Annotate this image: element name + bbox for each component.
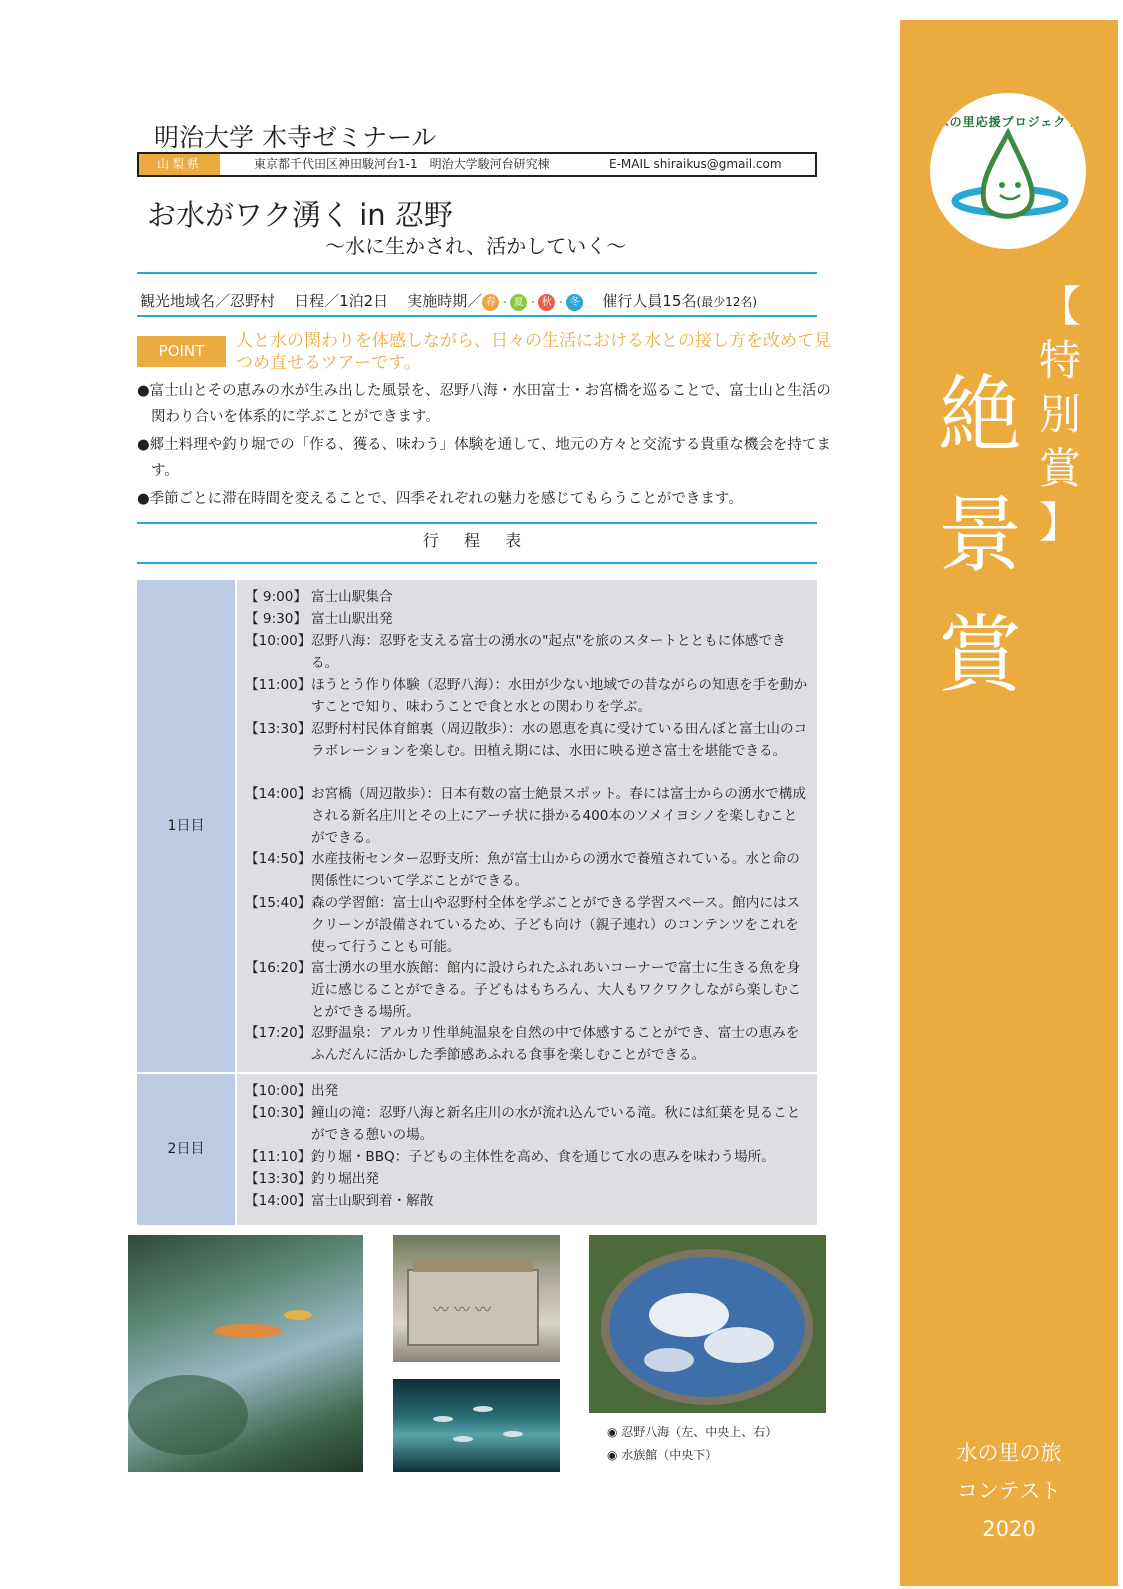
award-bracket-open: 【 bbox=[1038, 282, 1081, 331]
divider bbox=[137, 315, 817, 317]
entry-time: 【10:30】 bbox=[245, 1105, 312, 1121]
entry-text: 水産技術センター忍野支所：魚が富士山からの湧水で養殖されている。水と命の関係性について学ぶことができる。 bbox=[311, 851, 800, 889]
point-text: 人と水の関わりを体感しながら、日々の生活における水との接し方を改めて見つめ直せるツアーです。 bbox=[236, 331, 831, 373]
entry-text: 出発 bbox=[311, 1083, 339, 1099]
divider bbox=[137, 522, 817, 524]
feature-bullet: ●郷土料理や釣り堀での「作る、獲る、味わう」体験を通して、地元の方々と交流する貴重な機会を持てます。 bbox=[137, 437, 831, 479]
fish-school-icon bbox=[393, 1379, 560, 1472]
email: E-MAIL shiraikus@gmail.com bbox=[609, 157, 782, 171]
contest-line: コンテスト bbox=[956, 1479, 1062, 1503]
entry-text: お宮橋（周辺散歩）：日本有数の富士絶景スポット。春には富士からの湧水で構成される新名庄川とその上にアーチ状に掛かる400本のソメイヨシノを楽しむことができる。 bbox=[311, 786, 806, 846]
entry-time: 【14:00】 bbox=[245, 1193, 312, 1209]
oshino-hakkai-monument-photo bbox=[393, 1235, 560, 1362]
schedule-entry bbox=[245, 718, 810, 762]
entry-time: 【11:10】 bbox=[245, 1149, 312, 1165]
schedule-entry bbox=[245, 630, 810, 674]
tour-meta: 観光地域名／忍野村 日程／1泊2日 実施時期／ 春 ・ 夏 ・ 秋 ・ 冬 催行人員15名(最少12名) bbox=[140, 292, 758, 310]
aquarium-photo bbox=[393, 1379, 560, 1472]
contest-line: 水の里の旅 bbox=[956, 1441, 1062, 1465]
entry-time: 【15:40】 bbox=[245, 895, 312, 911]
day-label: 1日目 bbox=[137, 580, 235, 1072]
schedule-entry bbox=[245, 1168, 810, 1190]
entry-time: 【10:00】 bbox=[245, 633, 312, 649]
schedule-entry bbox=[245, 892, 810, 958]
reflecting-pond-photo bbox=[589, 1235, 826, 1413]
schedule-table bbox=[137, 580, 817, 1225]
koi-fish-icon bbox=[128, 1235, 363, 1472]
season-winter: 冬 bbox=[566, 294, 583, 311]
water-drop-logo-icon bbox=[930, 93, 1086, 249]
schedule-entry bbox=[245, 608, 810, 630]
day-2-entries bbox=[237, 1074, 817, 1225]
prefecture-badge: 山梨県 bbox=[139, 154, 220, 175]
schedule-entry bbox=[245, 586, 810, 608]
entry-time: 【 9:00】 bbox=[245, 589, 308, 605]
duration: 日程／1泊2日 bbox=[294, 292, 389, 310]
logo-text: 水の里応援プロジェクト bbox=[936, 115, 1080, 129]
stone-monument-icon bbox=[393, 1235, 560, 1362]
award-name bbox=[930, 355, 1030, 715]
entry-time: 【17:20】 bbox=[245, 1025, 312, 1041]
award-big-char: 賞 bbox=[937, 606, 1022, 704]
entry-text: 釣り堀出発 bbox=[311, 1171, 379, 1187]
photo-caption: ◉ 水族館（中央下） bbox=[607, 1448, 718, 1462]
schedule-title: 行 程 表 bbox=[422, 531, 532, 550]
entry-text: 森の学習館：富士山や忍野村全体を学ぶことができる学習スペース。館内にはスクリーンが設備されているため、子ども向け（親子連れ）のコンテンツをこれを使って行うことも可能。 bbox=[311, 895, 801, 955]
contest-name bbox=[920, 1434, 1098, 1548]
special-award-label bbox=[1030, 280, 1090, 550]
schedule-entry bbox=[245, 1022, 810, 1066]
entry-text: 富士山駅集合 bbox=[311, 589, 393, 605]
day-label: 2日目 bbox=[137, 1074, 235, 1225]
entry-text: 富士山駅到着・解散 bbox=[311, 1193, 434, 1209]
feature-bullet: ●富士山とその恵みの水が生み出した風景を、忍野八海・水田富士・お宮橋を巡ることで、富士山と生活の関わり合いを体系的に学ぶことができます。 bbox=[137, 383, 831, 425]
pond-reflection-icon bbox=[589, 1235, 826, 1413]
project-logo bbox=[930, 93, 1086, 249]
area: 観光地域名／忍野村 bbox=[140, 292, 276, 310]
entry-text: 忍野温泉：アルカリ性単純温泉を自然の中で体感することができ、富士の恵みをふんだんに活かした季節感あふれる食事を楽しむことができる。 bbox=[311, 1025, 800, 1063]
schedule-entry bbox=[245, 674, 810, 718]
period-label: 実施時期／ bbox=[407, 292, 483, 310]
schedule-entry bbox=[245, 783, 810, 849]
entry-time: 【10:00】 bbox=[245, 1083, 312, 1099]
tour-subtitle: ～水に生かされ、活かしていく～ bbox=[325, 234, 627, 258]
entry-time: 【13:30】 bbox=[245, 1171, 312, 1187]
entry-text: 富士湧水の里水族館：館内に設けられたふれあいコーナーで富士に生きる魚を身近に感じることができる。子どもはもちろん、大人もワクワクしながら楽しむことができる場所。 bbox=[311, 960, 802, 1020]
entry-time: 【 9:30】 bbox=[245, 611, 308, 627]
entry-text: 忍野八海：忍野を支える富士の湧水の"起点"を旅のスタートとともに体感できる。 bbox=[311, 633, 786, 671]
season-summer: 夏 bbox=[510, 294, 527, 311]
side-band bbox=[900, 20, 1118, 1586]
entry-text: 鐘山の滝：忍野八海と新名庄川の水が流れ込んでいる滝。秋には紅葉を見ることができる憩いの場。 bbox=[311, 1105, 801, 1143]
schedule-entry bbox=[245, 1190, 810, 1212]
entry-text: 忍野村村民体育館裏（周辺散歩）：水の恩恵を真に受けている田んぼと富士山のコラボレーションを楽しむ。田植え期には、水田に映る逆さ富士を堪能できる。 bbox=[311, 721, 808, 759]
award-char: 特 bbox=[1038, 336, 1081, 385]
schedule-entry bbox=[245, 848, 810, 892]
tour-title: お水がワク湧く in 忍野 bbox=[147, 198, 453, 232]
entry-text: 釣り堀・BBQ：子どもの主体性を高め、食を通じて水の恵みを味わう場所。 bbox=[311, 1149, 775, 1165]
season-autumn: 秋 bbox=[538, 294, 555, 311]
pond-koi-photo bbox=[128, 1235, 363, 1472]
entry-time: 【14:00】 bbox=[245, 786, 312, 802]
info-bar bbox=[137, 152, 817, 177]
seminar-name: 明治大学 木寺ゼミナール bbox=[154, 123, 437, 152]
entry-time: 【11:00】 bbox=[245, 677, 312, 693]
award-char: 賞 bbox=[1038, 444, 1081, 493]
day-1-entries bbox=[237, 580, 817, 1072]
svg-text:〰 〰 〰: 〰 〰 〰 bbox=[433, 1300, 492, 1319]
entry-time: 【13:30】 bbox=[245, 721, 312, 737]
schedule-entry bbox=[245, 1146, 810, 1168]
award-char: 別 bbox=[1038, 390, 1081, 439]
entry-time: 【16:20】 bbox=[245, 960, 312, 976]
schedule-entry bbox=[245, 957, 810, 1023]
award-big-char: 絶 bbox=[937, 366, 1022, 464]
people: 催行人員15名 bbox=[602, 292, 697, 310]
point-badge: POINT bbox=[137, 336, 226, 367]
award-big-char: 景 bbox=[937, 486, 1022, 584]
contest-year: 2020 bbox=[982, 1517, 1036, 1541]
divider bbox=[137, 272, 817, 274]
entry-text: 富士山駅出発 bbox=[311, 611, 393, 627]
schedule-entry bbox=[245, 1102, 810, 1146]
entry-time: 【14:50】 bbox=[245, 851, 312, 867]
address: 東京都千代田区神田駿河台1-1 明治大学駿河台研究棟 bbox=[254, 157, 550, 171]
divider bbox=[137, 562, 817, 564]
award-bracket-close: 】 bbox=[1038, 498, 1081, 547]
feature-bullet: ●季節ごとに滞在時間を変えることで、四季それぞれの魅力を感じてもらうことができます。 bbox=[137, 491, 743, 507]
schedule-entry bbox=[245, 1080, 810, 1102]
entry-text: ほうとう作り体験（忍野八海）：水田が少ない地域での昔ながらの知恵を手を動かすことで知り、味わうことで食と水との関わりを学ぶ。 bbox=[311, 677, 808, 715]
people-min: (最少12名) bbox=[696, 295, 758, 309]
season-spring: 春 bbox=[482, 294, 499, 311]
photo-caption: ◉ 忍野八海（左、中央上、右） bbox=[607, 1425, 778, 1439]
